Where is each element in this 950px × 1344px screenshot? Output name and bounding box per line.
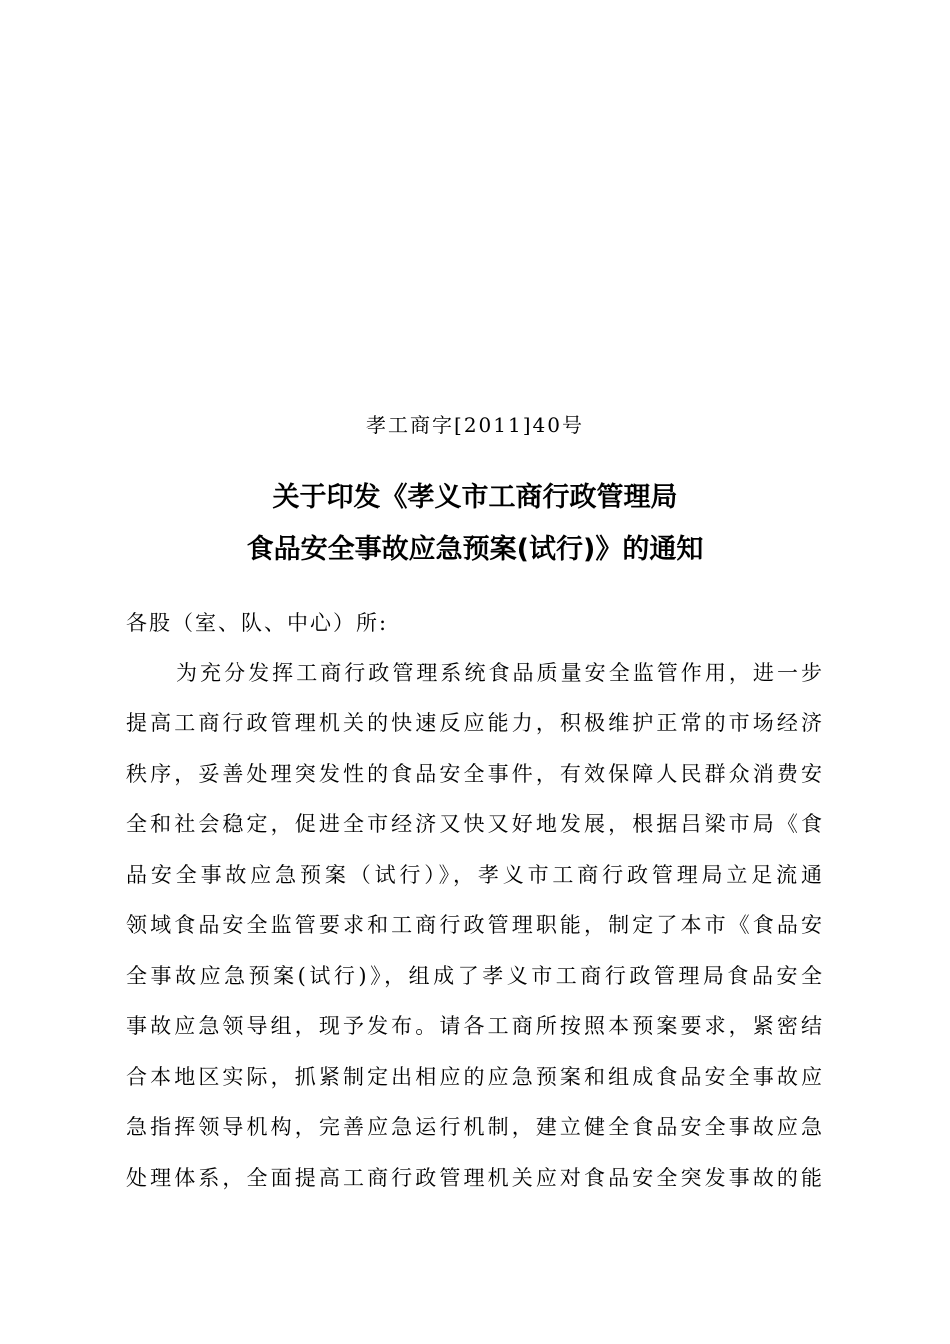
body-paragraph-line: 领域食品安全监管要求和工商行政管理职能，制定了本市《食品安: [126, 913, 822, 937]
body-paragraph-line: 急指挥领导机构，完善应急运行机制，建立健全食品安全事故应急: [126, 1115, 822, 1139]
body-paragraph-line: 全和社会稳定，促进全市经济又快又好地发展，根据吕梁市局《食: [126, 812, 822, 836]
body-paragraph-line: 事故应急领导组，现予发布。请各工商所按照本预案要求，紧密结: [126, 1014, 822, 1038]
body-paragraph-line: 品安全事故应急预案（试行）》，孝义市工商行政管理局立足流通: [126, 863, 822, 887]
document-number: 孝工商字[2011]40号: [366, 413, 584, 437]
body-paragraph-line: 处理体系，全面提高工商行政管理机关应对食品安全突发事故的能: [126, 1166, 822, 1190]
body-paragraph-line: 提高工商行政管理机关的快速反应能力，积极维护正常的市场经济: [126, 711, 822, 735]
salutation: 各股（室、队、中心）所:: [126, 611, 389, 635]
body-paragraph-line: 秩序，妥善处理突发性的食品安全事件，有效保障人民群众消费安: [126, 762, 822, 786]
body-paragraph-line: 全事故应急预案(试行)》，组成了孝义市工商行政管理局食品安全: [126, 964, 822, 988]
body-paragraph-line: 为充分发挥工商行政管理系统食品质量安全监管作用，进一步: [176, 661, 822, 685]
body-paragraph-line: 合本地区实际，抓紧制定出相应的应急预案和组成食品安全事故应: [126, 1065, 822, 1089]
document-title-line-2: 食品安全事故应急预案(试行)》的通知: [246, 534, 704, 565]
document-title-line-1: 关于印发《孝义市工商行政管理局: [272, 482, 678, 513]
